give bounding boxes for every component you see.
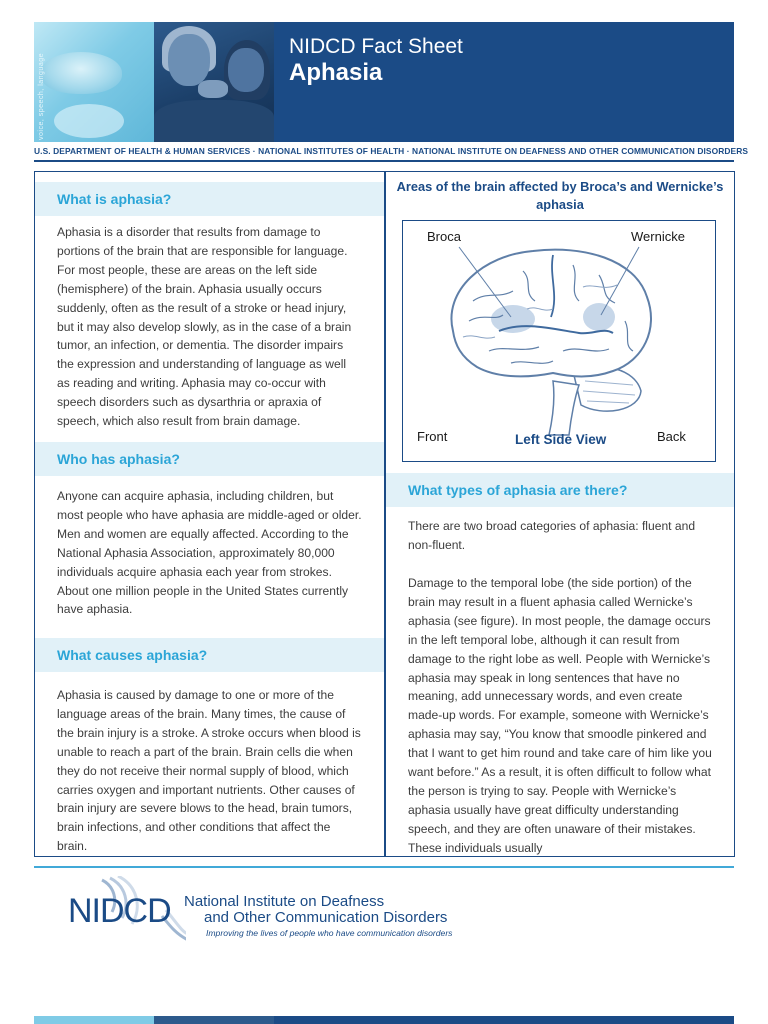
brain-illustration [403, 221, 715, 461]
org-name-line1: National Institute on Deafness [184, 893, 385, 910]
section-body-who-has: Anyone can acquire aphasia, including children, but most people who have aphasia are middle-aged or older. Men and women are equally affected. According to the National Aphasia Association, approximately 80,000 individuals acquire aphasia each year from strokes. About one million people in the United States currently have aphasia. [57, 489, 362, 617]
page-title: Aphasia [289, 59, 383, 86]
agency-line: U.S. DEPARTMENT OF HEALTH & HUMAN SERVICES · NATIONAL INSTITUTES OF HEALTH · NATIONAL INSTITUTE ON DEAFNESS AND OTHER COMMUNICATION DISORDERS [34, 146, 749, 156]
photo-vertical-text: voice, speech, language [38, 53, 45, 140]
people-photo [154, 22, 274, 142]
nidcd-logo [66, 876, 546, 946]
section-body-types-intro: There are two broad categories of aphasia: fluent and non-fluent. [408, 519, 696, 552]
person2-face [228, 48, 264, 92]
lips-photo [34, 22, 154, 142]
broca-label: Broca [427, 229, 461, 244]
header-banner [34, 22, 734, 142]
section-heading-what-is: What is aphasia? [35, 182, 384, 216]
org-name-line2: and Other Communication Disorders [204, 909, 448, 926]
front-label: Front [417, 429, 448, 444]
next-page-banner-strip [34, 1016, 734, 1024]
tagline: Improving the lives of people who have communication disorders [206, 928, 453, 938]
lips-shape [40, 52, 122, 94]
person1-face [168, 34, 210, 86]
bottom-divider [34, 866, 734, 868]
section-body-causes: Aphasia is caused by damage to one or more of the language areas of the brain. Many times, the cause of the brain injury is a stroke. A stroke occurs when blood is unable to reach a part of the brain. Brain cells die when they do not receive their normal supply of blood, which carries oxygen and important nutrients. Other causes of brain injury are severe blows to the head, brain tumors, brain infections, and other conditions that affect the brain. [57, 688, 361, 854]
title-block [289, 34, 463, 86]
view-label: Left Side View [515, 432, 607, 447]
section-heading-causes: What causes aphasia? [35, 638, 384, 672]
fact-sheet-label: NIDCD Fact Sheet [289, 35, 463, 58]
person-hand [198, 80, 228, 98]
section-heading-who-has: Who has aphasia? [35, 442, 384, 476]
logo-wordmark: NIDCD [68, 892, 171, 930]
right-column [385, 171, 735, 857]
brain-figure [402, 220, 716, 462]
figure-caption: Areas of the brain affected by Broca’s and Wernicke’s aphasia [396, 179, 724, 212]
person-shoulders [154, 100, 274, 142]
section-body-types-fluent: Damage to the temporal lobe (the side portion) of the brain may result in a fluent aphasia called Wernicke’s aphasia (see figure). In most people, the damage occurs in the left temporal lobe, although it can result from damage to the right lobe as well. People with Wernicke’s aphasia may speak in long sentences that have no meaning, add unnecessary words, and even create made-up words. For example, someone with Wernicke’s aphasia may say, “You know that smoodle pinkered and that I want to get him round and take care of him like you want before.” As a result, it is often difficult to follow what the person is trying to say. People with Wernicke’s aphasia usually have great difficulty understanding speech, and they are often unaware of their mistakes. These individuals usually [408, 576, 712, 855]
chin-shape [54, 104, 124, 138]
back-label: Back [657, 429, 686, 444]
top-divider [34, 160, 734, 162]
wernicke-label: Wernicke [631, 229, 685, 244]
left-column [34, 171, 385, 857]
strip-photo2 [154, 1016, 274, 1024]
section-body-what-is: Aphasia is a disorder that results from damage to portions of the brain that are responsible for language. For most people, these are areas on the left side (hemisphere) of the brain. Aphasia usually occurs suddenly, often as the result of a stroke or head injury, but it may also develop slowly, as in the case of a brain tumor, an infection, or dementia. The disorder impairs the expression and understanding of language as well as reading and writing. Aphasia may co-occur with speech disorders such as dysarthria or apraxia of speech, which also result from brain damage. [57, 225, 352, 429]
section-heading-types: What types of aphasia are there? [386, 473, 734, 507]
strip-photo1 [34, 1016, 154, 1024]
